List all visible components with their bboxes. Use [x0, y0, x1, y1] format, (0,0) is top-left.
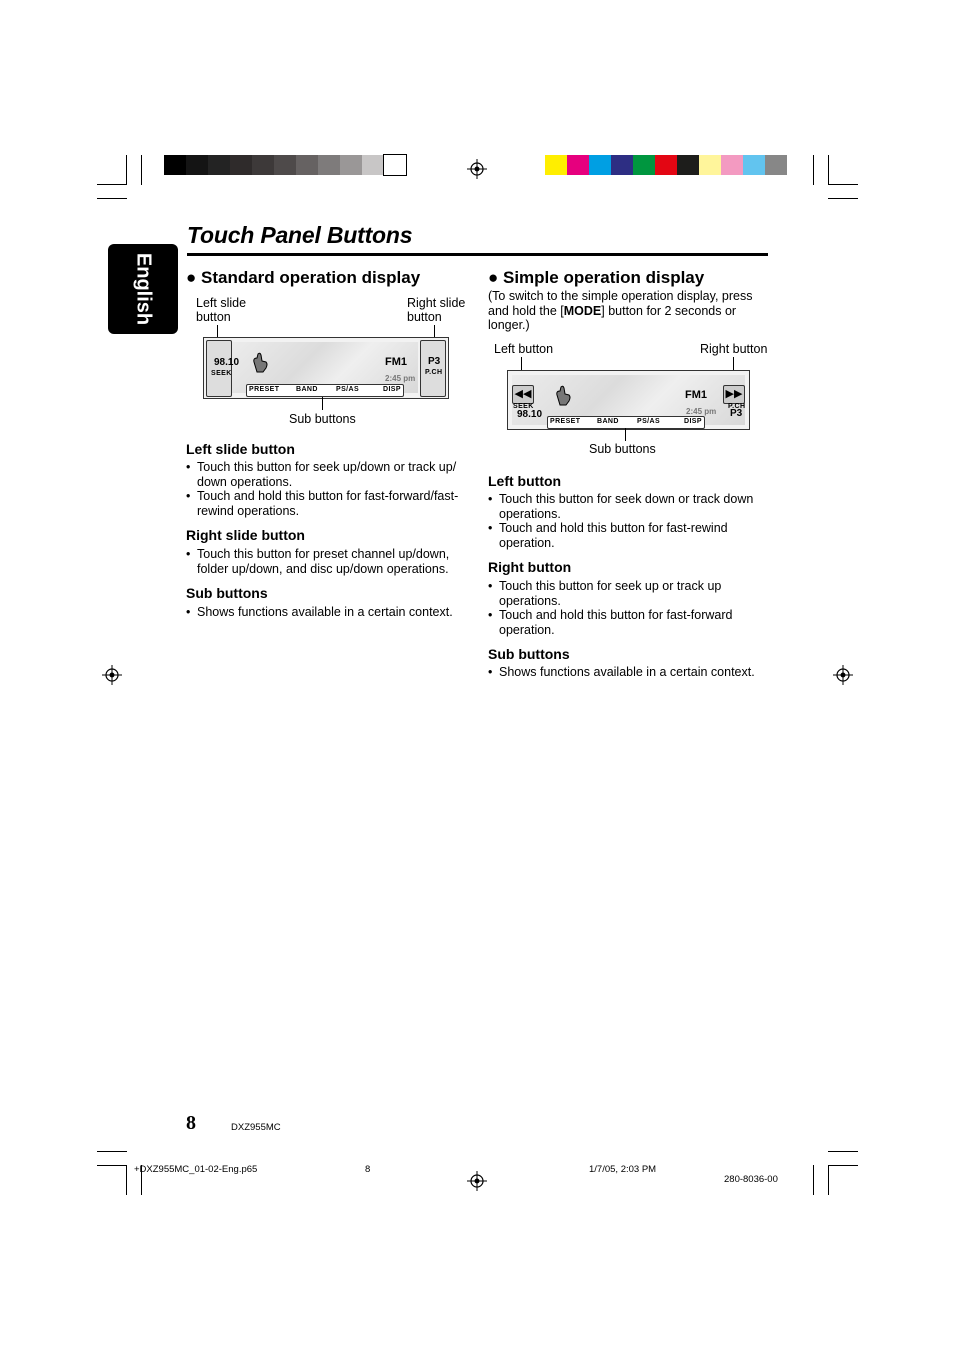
bullet-list — [186, 460, 468, 518]
sub-button-band[interactable]: BAND — [296, 386, 318, 393]
colorbar-swatch — [545, 155, 567, 175]
sub-button-band[interactable]: BAND — [597, 418, 619, 425]
crop-mark — [97, 198, 127, 199]
sub-buttons-bar — [246, 384, 404, 397]
bullet-list — [488, 492, 768, 550]
sub-buttons-label: Sub buttons — [589, 442, 656, 456]
left-button-label: Left button — [494, 342, 554, 356]
standard-display-panel — [203, 337, 449, 399]
band-readout: FM1 — [385, 356, 407, 368]
crop-mark — [828, 184, 858, 185]
clock-readout: 2:45 pm — [686, 407, 717, 416]
language-tab-label: English — [132, 252, 155, 326]
hand-touch-icon — [251, 352, 269, 374]
pch-label: P.CH — [425, 369, 443, 376]
colorbar-swatch — [611, 155, 633, 175]
sub-button-preset[interactable]: PRESET — [550, 418, 581, 425]
list-item: • Touch this button for seek down or track down operations. — [488, 492, 768, 521]
graybar-swatch — [230, 155, 252, 175]
callout-line — [322, 397, 323, 410]
bullet-list — [488, 579, 768, 637]
crop-mark — [828, 155, 829, 185]
section-title: Sub buttons — [488, 646, 570, 662]
crop-mark — [97, 1165, 127, 1166]
left-slide-button[interactable] — [206, 340, 232, 397]
colorbar-swatch — [721, 155, 743, 175]
registration-mark-icon — [467, 1171, 487, 1191]
graybar-swatch — [296, 155, 318, 175]
sub-button-disp[interactable]: DISP — [684, 418, 702, 425]
crop-mark — [813, 155, 814, 185]
seek-label: SEEK — [513, 403, 534, 410]
colorbar-swatch — [655, 155, 677, 175]
fast-forward-icon: ▶▶ — [725, 388, 743, 400]
crop-mark — [141, 155, 142, 185]
sub-buttons-bar — [547, 416, 705, 429]
doc-code: 280-8036-00 — [724, 1174, 778, 1185]
left-slide-button-label: Left slide button — [196, 296, 247, 324]
frequency-readout: 98.10 — [517, 409, 543, 420]
crop-mark — [813, 1165, 814, 1195]
colorbar-swatch — [699, 155, 721, 175]
clock-readout: 2:45 pm — [385, 374, 416, 383]
sub-button-psas[interactable]: PS/AS — [336, 386, 360, 393]
model-name: DXZ955MC — [231, 1122, 281, 1133]
crop-mark — [828, 198, 858, 199]
colorbar-swatch — [677, 155, 699, 175]
sub-button-disp[interactable]: DISP — [383, 386, 401, 393]
list-item: • Touch and hold this button for fast-rewind operation. — [488, 521, 768, 550]
graybar-swatch — [318, 155, 340, 175]
sub-button-psas[interactable]: PS/AS — [637, 418, 661, 425]
frequency-readout: 98.10 — [214, 357, 240, 368]
hand-touch-icon — [554, 385, 572, 407]
preset-readout: P3 — [730, 408, 743, 419]
registration-mark-icon — [833, 665, 853, 685]
colorbar-swatch — [567, 155, 589, 175]
page-title: Touch Panel Buttons — [187, 222, 413, 248]
crop-mark — [97, 1151, 127, 1152]
list-item: • Touch this button for preset channel up/down, folder up/down, and disc up/down operations. — [186, 547, 468, 576]
crop-mark — [97, 184, 127, 185]
crop-mark — [126, 155, 127, 185]
left-button[interactable] — [512, 385, 534, 404]
graybar-swatch — [252, 155, 274, 175]
section-title: Left slide button — [186, 441, 295, 457]
callout-line — [625, 428, 626, 441]
seek-label: SEEK — [211, 370, 232, 377]
title-rule — [187, 253, 768, 256]
file-name: +DXZ955MC_01-02-Eng.p65 — [134, 1164, 258, 1175]
graybar-swatch — [274, 155, 296, 175]
section-title: Sub buttons — [186, 585, 268, 601]
simple-intro: (To switch to the simple operation display, press and hold the [MODE] button for 2 seconds or longer.) — [488, 289, 753, 332]
right-button[interactable] — [723, 385, 745, 404]
graybar-swatch — [362, 155, 384, 175]
list-item: • Touch this button for seek up or track up operations. — [488, 579, 768, 608]
graybar-swatch — [208, 155, 230, 175]
pch-label: P.CH — [728, 403, 746, 410]
list-item: • Touch this button for seek up/down or track up/ down operations. — [186, 460, 468, 489]
graybar-swatch — [164, 155, 186, 175]
section-title: Right slide button — [186, 527, 305, 543]
standard-heading: ● Standard operation display — [186, 268, 421, 287]
colorbar-swatch — [589, 155, 611, 175]
right-slide-button-label: Right slide button — [407, 296, 466, 324]
list-item: • Touch and hold this button for fast-forward/fast-rewind operations. — [186, 489, 468, 518]
section-title: Right button — [488, 559, 572, 575]
simple-heading: ● Simple operation display — [488, 268, 705, 287]
preset-readout: P3 — [428, 356, 441, 367]
sub-button-preset[interactable]: PRESET — [249, 386, 280, 393]
graybar-swatch — [384, 155, 406, 175]
list-item: • Shows functions available in a certain context. — [488, 665, 768, 680]
file-page: 8 — [365, 1164, 371, 1175]
crop-mark — [828, 1165, 829, 1195]
graybar-swatch — [186, 155, 208, 175]
bullet-list — [186, 547, 468, 576]
list-item: • Touch and hold this button for fast-forward operation. — [488, 608, 768, 637]
rewind-icon: ◀◀ — [514, 388, 532, 400]
colorbar-swatch — [743, 155, 765, 175]
crop-mark — [828, 1165, 858, 1166]
colorbar-swatch — [633, 155, 655, 175]
language-tab — [108, 244, 178, 334]
bullet-list — [186, 605, 468, 620]
right-button-label: Right button — [700, 342, 768, 356]
section-title: Left button — [488, 473, 562, 489]
crop-mark — [828, 1151, 858, 1152]
print-date: 1/7/05, 2:03 PM — [589, 1164, 657, 1175]
bullet-list — [488, 665, 768, 680]
sub-buttons-label: Sub buttons — [289, 412, 356, 426]
crop-mark — [126, 1165, 127, 1195]
registration-mark-icon — [467, 159, 487, 179]
simple-display-panel — [507, 370, 750, 430]
colorbar-swatch — [765, 155, 787, 175]
page-number: 8 — [186, 1112, 196, 1134]
registration-mark-icon — [102, 665, 122, 685]
band-readout: FM1 — [685, 389, 707, 401]
graybar-swatch — [340, 155, 362, 175]
list-item: • Shows functions available in a certain context. — [186, 605, 468, 620]
